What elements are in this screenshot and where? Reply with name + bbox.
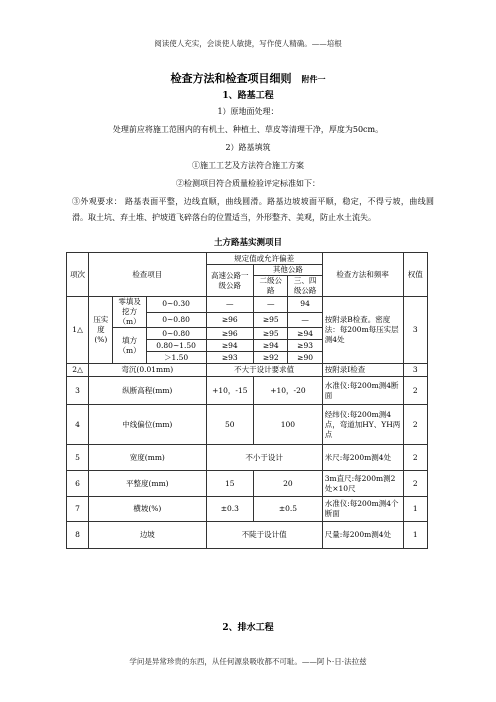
depth-cell: 0~0.30 <box>146 297 206 313</box>
header-other-roads: 其他公路 <box>254 265 323 276</box>
row5-item: 宽度(mm) <box>89 445 206 471</box>
item-inspection-items: ②检测项目符合质量检验评定标准如下： <box>176 179 320 188</box>
depth-cell: 0.80~1.50 <box>146 340 206 352</box>
value-cell: ≥94 <box>288 328 322 340</box>
row1-category: 压实度(%) <box>89 297 113 364</box>
item-construction-method: ①施工工艺及方法符合施工方案 <box>192 161 304 170</box>
row4-no: 4 <box>67 405 89 445</box>
header-highway: 高速公路一级公路 <box>206 265 254 297</box>
earthwork-inspection-table <box>66 252 428 549</box>
value-cell: ≥96 <box>206 312 254 328</box>
depth-cell: 0~0.80 <box>146 312 206 328</box>
row5-spec: 不小于设计 <box>206 445 322 471</box>
row6-other: 20 <box>254 471 323 497</box>
row3-method: 水准仪:每200m测4断面 <box>322 377 403 405</box>
value-cell: ≥93 <box>288 340 322 352</box>
depth-cell: 0~0.80 <box>146 328 206 340</box>
row2-no: 2△ <box>67 364 89 377</box>
row1-weight: 3 <box>403 297 427 364</box>
row8-item: 边坡 <box>89 522 206 549</box>
row4-method: 经纬仪:每200m测4点，弯道加HY、YH两点 <box>322 405 403 445</box>
page-header-quote: 阅读使人充实，会谈使人敏捷，写作使人精确。——培根 <box>154 39 342 48</box>
value-cell: ≥95 <box>254 328 288 340</box>
value-cell: — <box>206 297 254 313</box>
value-cell: 94 <box>288 297 322 313</box>
row3-item: 纵断高程(mm) <box>89 377 206 405</box>
row8-spec: 不陡于设计值 <box>206 522 322 549</box>
row6-no: 6 <box>67 471 89 497</box>
row6-weight: 2 <box>403 471 427 497</box>
row1-sub-fill: 填方（m） <box>113 328 146 364</box>
row4-item: 中线偏位(mm) <box>89 405 206 445</box>
header-class34: 三、四级公路 <box>288 276 322 297</box>
row7-item: 横坡(%) <box>89 497 206 522</box>
value-cell: ≥95 <box>254 312 288 328</box>
value-cell: — <box>288 312 322 328</box>
row1-method: 按附录B检查。密度法：每200m每压实层测4处 <box>322 297 403 364</box>
table-caption: 土方路基实测项目 <box>213 238 282 248</box>
header-method: 检查方法和频率 <box>322 253 403 297</box>
row2-weight: 3 <box>403 364 427 377</box>
row4-other: 100 <box>254 405 323 445</box>
value-cell: ≥96 <box>206 328 254 340</box>
row4-highway: 50 <box>206 405 254 445</box>
paragraph-ground-treatment: 处理前应将施工范围内的有机土、种植土、草皮等清理干净，厚度为50cm。 <box>112 125 384 134</box>
row6-method: 3m直尺:每200m测2处×10尺 <box>322 471 403 497</box>
row2-spec: 不大于设计要求值 <box>206 364 322 377</box>
subheading-fill: 2）路基填筑 <box>225 143 271 152</box>
title-text: 检查方法和检查项目细则 <box>170 72 292 85</box>
row3-other: +10，-20 <box>254 377 323 405</box>
header-item-no: 项次 <box>67 253 89 297</box>
value-cell: ≥93 <box>206 352 254 364</box>
row7-other: ±0.5 <box>254 497 323 522</box>
row1-no: 1△ <box>67 297 89 364</box>
attachment-tag: 附件一 <box>301 74 326 84</box>
header-class2: 二级公路 <box>254 276 288 297</box>
header-weight: 权值 <box>403 253 427 297</box>
page-footer-quote: 学问是异常珍贵的东西，从任何源泉吸收都不可耻。——阿卜·日·法拉兹 <box>129 657 367 666</box>
item-appearance-requirements: ③外观要求： 路基表面平整，边线直顺，曲线圆滑。路基边坡坡面平顺，稳定，不得亏坡，曲线圆滑。取土坑、弃土堆、护坡道飞碎落台的位置适当，外形整齐、美观，防止水土流失。 <box>72 197 434 222</box>
header-item: 检查项目 <box>89 253 206 297</box>
row7-weight: 1 <box>403 497 427 522</box>
row2-method: 按附录I检查 <box>322 364 403 377</box>
row4-weight: 2 <box>403 405 427 445</box>
row5-weight: 2 <box>403 445 427 471</box>
row1-sub-cut: 零填及挖方（m） <box>113 297 146 328</box>
row2-item: 弯沉(0.01mm) <box>89 364 206 377</box>
row8-weight: 1 <box>403 522 427 549</box>
value-cell: ≥94 <box>254 340 288 352</box>
row3-highway: +10，-15 <box>206 377 254 405</box>
row5-no: 5 <box>67 445 89 471</box>
value-cell: ≥92 <box>254 352 288 364</box>
row7-highway: ±0.3 <box>206 497 254 522</box>
row7-method: 水准仪:每200m测4个断面 <box>322 497 403 522</box>
subheading-ground-treatment: 1）原地面处理： <box>217 107 279 116</box>
value-cell: — <box>254 297 288 313</box>
section-heading-drainage: 2、排水工程 <box>222 623 274 633</box>
row3-no: 3 <box>67 377 89 405</box>
row8-method: 尺量:每200m测4处 <box>322 522 403 549</box>
row7-no: 7 <box>67 497 89 522</box>
row5-method: 米尺:每200m测4处 <box>322 445 403 471</box>
row6-highway: 15 <box>206 471 254 497</box>
row3-weight: 2 <box>403 377 427 405</box>
document-title <box>0 70 496 86</box>
header-spec: 规定值或允许偏差 <box>206 253 322 265</box>
value-cell: ≥94 <box>206 340 254 352</box>
section-heading-roadbed: 1、路基工程 <box>222 91 274 101</box>
value-cell: ≥90 <box>288 352 322 364</box>
row6-item: 平整度(mm) <box>89 471 206 497</box>
depth-cell: ＞1.50 <box>146 352 206 364</box>
row8-no: 8 <box>67 522 89 549</box>
